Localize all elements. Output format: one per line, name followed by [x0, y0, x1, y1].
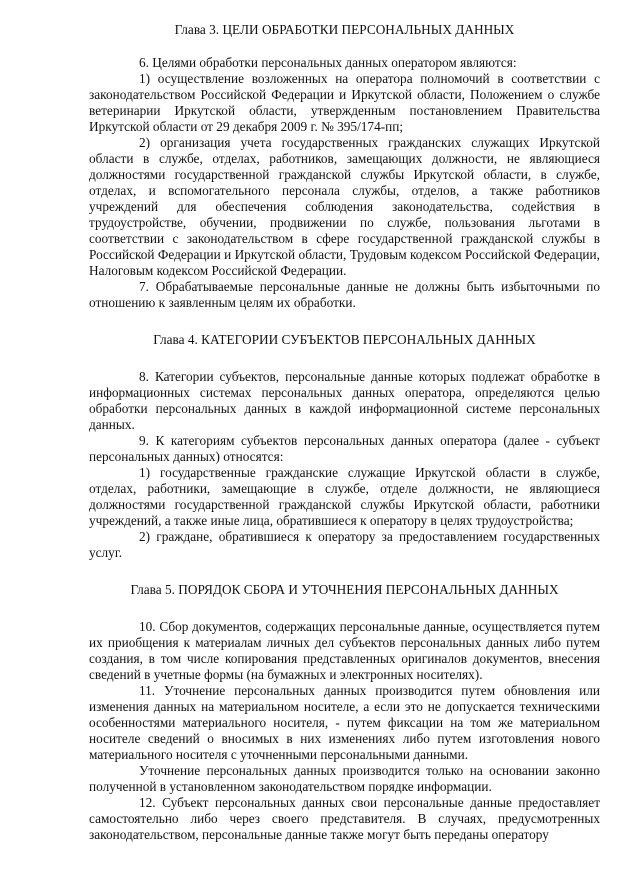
- paragraph-6: 6. Целями обработки персональных данных оператором являются:: [139, 55, 517, 70]
- chapter-3-title: Глава 3. ЦЕЛИ ОБРАБОТКИ ПЕРСОНАЛЬНЫХ ДАННЫХ: [174, 22, 515, 37]
- chapter-5-title: Глава 5. ПОРЯДОК СБОРА И УТОЧНЕНИЯ ПЕРСОНАЛЬНЫХ ДАННЫХ: [130, 582, 559, 597]
- paragraph-9-item-1: 1) государственные гражданские служащие Иркутской области в службе, отделах, работники, замещающие в службе, отделе должности, не являющиеся должностями государственной гражданской службы Иркутской области, работники учреждений, а также иные лица, обратившиеся к оператору в целях трудоустройства;: [89, 465, 600, 528]
- paragraph-11-clarification: Уточнение персональных данных производится только на основании законно полученной в установленном законодательством порядке информации.: [89, 763, 600, 794]
- paragraph-11: 11. Уточнение персональных данных производится путем обновления или изменения данных на материальном носителе, а если это не допускается техническими особенностями материального носителя, - путем фиксации на том же материальном носителе сведений о вносимых в них изменениях либо путем изготовления нового материального носителя с уточненными персональными данными.: [89, 683, 600, 762]
- paragraph-8: 8. Категории субъектов, персональные данные которых подлежат обработке в информационных системах персональных данных оператора, определяются целью обработки персональных данных в каждой информационной системе персональных данных.: [89, 369, 600, 432]
- paragraph-10: 10. Сбор документов, содержащих персональные данные, осуществляется путем их приобщения к материалам личных дел субъектов персональных данных либо путем создания, в том числе копирования представленных оригиналов документов, внесения сведений в учетные формы (на бумажных и электронных носителях).: [89, 619, 600, 682]
- paragraph-9: 9. К категориям субъектов персональных данных оператора (далее - субъект персональных данных) относятся:: [89, 433, 600, 464]
- paragraph-7: 7. Обрабатываемые персональные данные не должны быть избыточными по отношению к заявленным целям их обработки.: [89, 279, 600, 310]
- paragraph-6-item-1: 1) осуществление возложенных на оператора полномочий в соответствии с законодательством Российской Федерации и Иркутской области, Положением о службе ветеринарии Иркутской области, утвержденным постановлением Правительства Иркутской области от 29 декабря 2009 г. № 395/174-пп;: [89, 71, 600, 134]
- chapter-4-title: Глава 4. КАТЕГОРИИ СУБЪЕКТОВ ПЕРСОНАЛЬНЫХ ДАННЫХ: [153, 332, 536, 347]
- paragraph-12: 12. Субъект персональных данных свои персональные данные предоставляет самостоятельно либо через своего представителя. В случаях, предусмотренных законодательством, персональные данные также могут быть переданы оператору: [89, 795, 600, 842]
- paragraph-6-item-2: 2) организация учета государственных гражданских служащих Иркутской области в службе, отделах, работников, замещающих должности, не являющиеся должностями государственной гражданской службы Иркутской области, в службе, отделах, и вспомогательного персонала службы, отделов, а также работников учреждений для обеспечения соблюдения законодательства, содействия в трудоустройстве, обучении, продвижении по службе, пользования льготами в соответствии с законодательством в сфере государственной гражданской службы в Российской Федерации и Иркутской области, Трудовым кодексом Российской Федерации, Налоговым кодексом Российской Федерации.: [89, 135, 600, 278]
- paragraph-9-item-2: 2) граждане, обратившиеся к оператору за предоставлением государственных услуг.: [89, 529, 600, 560]
